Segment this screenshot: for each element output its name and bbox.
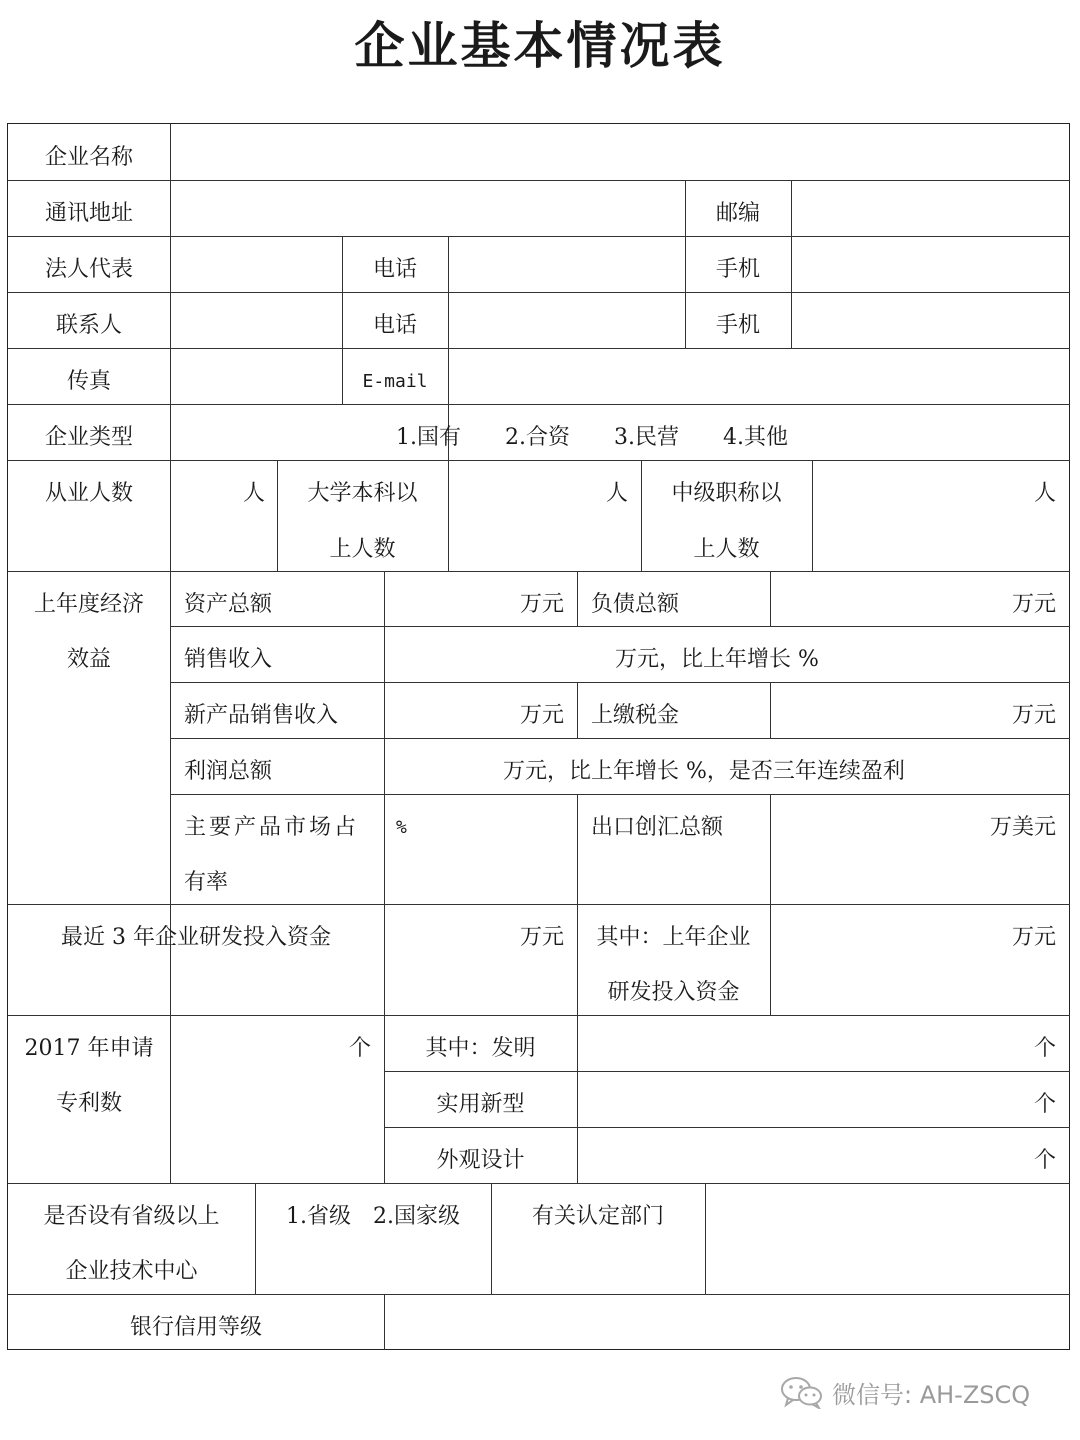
market-share-percent[interactable]: %	[396, 817, 407, 838]
bachelor-unit[interactable]: 人	[605, 481, 628, 506]
employees-unit[interactable]: 人	[242, 481, 265, 506]
taxes-unit[interactable]: 万元	[1011, 703, 1056, 728]
col-divider	[791, 180, 792, 348]
col-divider	[770, 571, 771, 627]
contact-mobile-field[interactable]	[793, 292, 1069, 348]
sales-growth-text[interactable]: 万元，比上年增长 %	[615, 647, 819, 672]
label-tech-center-l1: 是否设有省级以上	[43, 1204, 220, 1229]
col-divider	[705, 1183, 706, 1294]
label-rd-last-l1: 其中：上年企业	[596, 925, 751, 950]
design-unit[interactable]: 个	[1033, 1148, 1056, 1173]
label-taxes-paid: 上缴税金	[591, 703, 680, 728]
legal-rep-mobile-field[interactable]	[793, 236, 1069, 292]
col-divider	[770, 794, 771, 1015]
label-market-share-l2: 有率	[184, 870, 229, 895]
col-divider	[577, 682, 578, 738]
label-tech-center-l2: 企业技术中心	[65, 1259, 198, 1284]
col-divider	[170, 124, 171, 1015]
rd-3yr-unit[interactable]: 万元	[519, 925, 564, 950]
label-mid-title-l1: 中级职称以	[671, 481, 782, 506]
label-total-assets: 资产总额	[184, 592, 273, 617]
legal-rep-field[interactable]	[172, 236, 341, 292]
label-utility: 实用新型	[436, 1092, 525, 1117]
liabilities-unit[interactable]: 万元	[1011, 592, 1056, 617]
label-company-type: 企业类型	[44, 425, 133, 450]
label-new-product-sales: 新产品销售收入	[184, 703, 339, 728]
watermark-text: 微信号: AH-ZSCQ	[832, 1380, 1031, 1409]
label-bank-credit: 银行信用等级	[129, 1315, 262, 1340]
label-company-name: 企业名称	[44, 145, 133, 170]
company-info-form	[7, 123, 1070, 1350]
label-fax: 传真	[66, 369, 111, 394]
address-field[interactable]	[172, 180, 684, 236]
form-title: 企业基本情况表	[354, 16, 726, 75]
label-rd-3yr: 最近 3 年企业研发投入资金	[61, 925, 331, 950]
label-contact: 联系人	[55, 313, 122, 338]
new-product-unit[interactable]: 万元	[519, 703, 564, 728]
col-divider	[170, 1015, 171, 1183]
cert-dept-field[interactable]	[707, 1183, 1069, 1294]
label-patents-l2: 专利数	[55, 1091, 122, 1116]
utility-unit[interactable]: 个	[1033, 1092, 1056, 1117]
label-mid-title-l2: 上人数	[693, 537, 760, 562]
label-legal-rep: 法人代表	[44, 257, 133, 282]
col-divider	[384, 1294, 385, 1350]
label-last-year-l2: 效益	[66, 647, 111, 672]
row-divider	[8, 1015, 1070, 1016]
bank-credit-field[interactable]	[386, 1294, 1069, 1350]
label-employees: 从业人数	[44, 481, 133, 506]
label-market-share-l1: 主要产品市场占	[184, 815, 360, 840]
mid-title-unit[interactable]: 人	[1033, 481, 1056, 506]
company-type-options[interactable]: 1.国有 2.合资 3.民营 4.其他	[396, 425, 788, 450]
label-phone: 电话	[372, 313, 417, 338]
label-patents-l1: 2017 年申请	[24, 1036, 154, 1061]
label-rd-last-l2: 研发投入资金	[607, 980, 740, 1005]
label-mobile: 手机	[715, 313, 760, 338]
label-export-total: 出口创汇总额	[591, 815, 724, 840]
patents-unit[interactable]: 个	[348, 1036, 371, 1061]
label-design: 外观设计	[436, 1148, 525, 1173]
wechat-icon	[780, 1375, 824, 1409]
watermark	[780, 1372, 1030, 1412]
tech-level-options[interactable]: 1.省级 2.国家级	[286, 1204, 460, 1229]
profit-growth-text[interactable]: 万元，比上年增长 %，是否三年连续盈利	[503, 759, 905, 784]
col-divider	[448, 460, 449, 571]
label-bachelor-l2: 上人数	[329, 537, 396, 562]
row-divider	[8, 904, 1070, 905]
col-divider	[577, 571, 578, 627]
label-email: E-mail	[362, 371, 428, 392]
label-bachelor-l1: 大学本科以	[307, 481, 418, 506]
company-name-field[interactable]	[172, 124, 1068, 180]
label-postcode: 邮编	[715, 201, 760, 226]
label-last-year-l1: 上年度经济	[33, 592, 144, 617]
contact-phone-field[interactable]	[450, 292, 684, 348]
label-cert-dept: 有关认定部门	[531, 1204, 664, 1229]
contact-field[interactable]	[172, 292, 341, 348]
label-total-profit: 利润总额	[184, 759, 273, 784]
label-invention: 其中：发明	[425, 1036, 536, 1061]
row-divider	[8, 571, 1070, 572]
col-divider	[770, 682, 771, 738]
label-mobile: 手机	[715, 257, 760, 282]
export-unit[interactable]: 万美元	[989, 815, 1056, 840]
col-divider	[812, 460, 813, 571]
label-phone: 电话	[372, 257, 417, 282]
label-total-liabilities: 负债总额	[591, 592, 680, 617]
postcode-field[interactable]	[793, 180, 1069, 236]
rd-last-unit[interactable]: 万元	[1011, 925, 1056, 950]
label-address: 通讯地址	[44, 201, 133, 226]
label-sales-revenue: 销售收入	[184, 647, 273, 672]
fax-field[interactable]	[172, 348, 341, 404]
assets-unit[interactable]: 万元	[519, 592, 564, 617]
legal-rep-phone-field[interactable]	[450, 236, 684, 292]
email-field[interactable]	[450, 348, 1069, 404]
invention-unit[interactable]: 个	[1033, 1036, 1056, 1061]
